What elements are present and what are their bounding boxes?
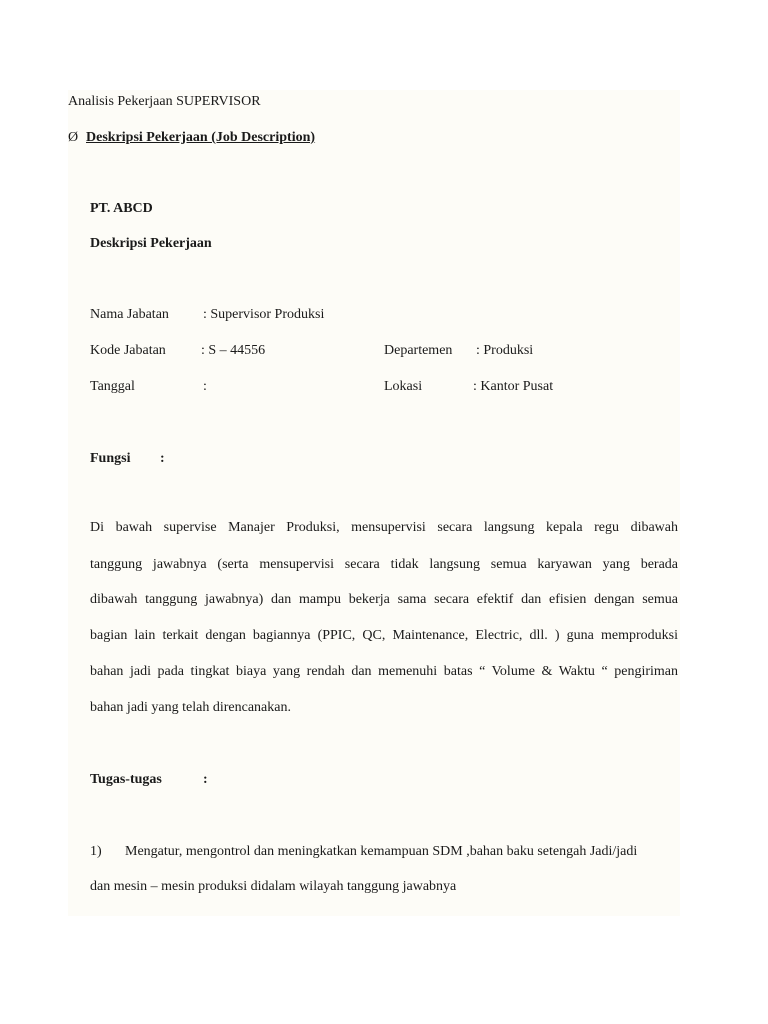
kode-jabatan-value: : S – 44556	[201, 343, 266, 358]
departemen-value: : Produksi	[476, 343, 534, 358]
lokasi-value: : Kantor Pusat	[473, 379, 554, 394]
bullet-icon: Ø	[68, 130, 79, 145]
document-page	[68, 90, 680, 916]
section-title: Deskripsi Pekerjaan (Job Description)	[86, 130, 316, 145]
tugas-label: Tugas-tugas	[90, 772, 162, 787]
lokasi-label: Lokasi	[384, 379, 423, 394]
departemen-label: Departemen	[384, 343, 453, 358]
subtitle: Deskripsi Pekerjaan	[90, 236, 212, 251]
tugas-colon: :	[203, 772, 208, 787]
tugas-item-number: 1)	[90, 844, 102, 859]
fungsi-line: bahan jadi yang telah direncanakan.	[90, 700, 291, 715]
fungsi-line: Di bawah supervise Manajer Produksi, mensupervisi secara langsung kepala regu dibawah	[90, 520, 678, 535]
tugas-item-line: dan mesin – mesin produksi didalam wilayah tanggung jawabnya	[90, 879, 457, 894]
document-heading: Analisis Pekerjaan SUPERVISOR	[68, 94, 261, 109]
tugas-item-line: Mengatur, mengontrol dan meningkatkan kemampuan SDM ,bahan baku setengah Jadi/jadi	[125, 844, 638, 859]
fungsi-line: bagian lain terkait dengan bagiannya (PPIC, QC, Maintenance, Electric, dll. ) guna memproduksi	[90, 628, 678, 643]
nama-jabatan-label: Nama Jabatan	[90, 307, 169, 322]
tanggal-label: Tanggal	[90, 379, 135, 394]
fungsi-label: Fungsi	[90, 451, 131, 466]
fungsi-line: tanggung jawabnya (serta mensupervisi secara tidak langsung semua karyawan yang berada	[90, 557, 678, 572]
nama-jabatan-value: : Supervisor Produksi	[203, 307, 325, 322]
kode-jabatan-label: Kode Jabatan	[90, 343, 166, 358]
company-name: PT. ABCD	[90, 201, 153, 216]
fungsi-line: dibawah tanggung jawabnya) dan mampu bekerja sama secara efektif dan efisien dengan semua	[90, 592, 678, 607]
fungsi-line: bahan jadi pada tingkat biaya yang rendah dan memenuhi batas “ Volume & Waktu “ pengiriman	[90, 664, 678, 679]
tanggal-value: :	[203, 379, 207, 394]
fungsi-colon: :	[160, 451, 165, 466]
